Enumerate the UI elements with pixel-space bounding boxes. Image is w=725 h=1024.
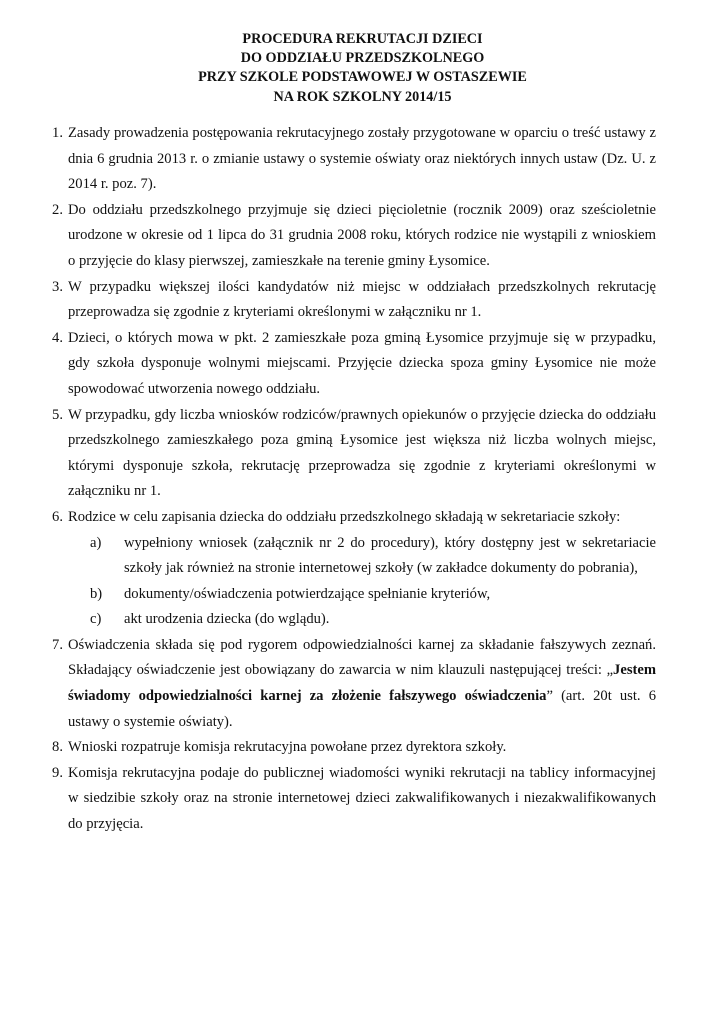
sub-item-label: b) [90, 585, 103, 602]
item-number: 6. [52, 508, 63, 525]
list-item [30, 275, 656, 326]
item-text: W przypadku, gdy liczba wniosków rodziców/prawnych opiekunów o przyjęcie dziecka do oddziału przedszkolnego zamieszkałego poza gminą Łysomice jest większa niż liczba wolnych miejsc, którymi dysponuje szkoła, rekrutację przeprowadza się zgodnie z kryteriami określonymi w załączniku nr 1. [68, 406, 656, 500]
item-number: 4. [52, 329, 63, 346]
item-text: Do oddziału przedszkolnego przyjmuje się dzieci pięcioletnie (rocznik 2009) oraz sześcioletnie urodzone w okresie od 1 lipca do 31 grudnia 2008 roku, których rodzice nie wystąpili z wnioskiem o przyjęcie do klasy pierwszej, zamieszkałe na terenie gminy Łysomice. [68, 201, 656, 269]
item-text-before: Oświadczenia składa się pod rygorem odpowiedzialności karnej za składanie fałszywych zeznań. Składający oświadczenie jest obowiązany do zawarcia w nim klauzuli następującej treści: „ [68, 636, 656, 679]
item-text: Wnioski rozpatruje komisja rekrutacyjna powołane przez dyrektora szkoły. [68, 739, 507, 756]
list-item [30, 633, 656, 735]
list-item [30, 326, 656, 403]
sub-item-label: c) [90, 611, 102, 628]
list-item [30, 121, 656, 198]
list-item [30, 735, 656, 761]
item-number: 3. [52, 278, 63, 295]
procedure-list [30, 121, 656, 838]
title-line: NA ROK SZKOLNY 2014/15 [273, 88, 452, 105]
title-line: PRZY SZKOLE PODSTAWOWEJ W OSTASZEWIE [198, 69, 527, 86]
item-number: 2. [52, 201, 63, 218]
sub-item-text: wypełniony wniosek (załącznik nr 2 do procedury), który dostępny jest w sekretariacie szkoły jak również na stronie internetowej szkoły (w zakładce dokumenty do pobrania), [124, 534, 656, 577]
list-item [30, 403, 656, 505]
sub-item-text: akt urodzenia dziecka (do wglądu). [124, 611, 330, 628]
item-text: Rodzice w celu zapisania dziecka do oddziału przedszkolnego składają w sekretariacie szkoły: [68, 508, 621, 525]
item-text: Komisja rekrutacyjna podaje do publicznej wiadomości wyniki rekrutacji na tablicy informacyjnej w siedzibie szkoły oraz na stronie internetowej dzieci zakwalifikowanych i niezakwalifikowanych do przyjęcia. [68, 764, 656, 833]
sub-item [68, 582, 656, 608]
sub-item [68, 531, 656, 582]
item-number: 9. [52, 764, 63, 781]
item-number: 5. [52, 406, 63, 423]
item-text: Zasady prowadzenia postępowania rekrutacyjnego zostały przygotowane w oparciu o treść ustawy z dnia 6 grudnia 2013 r. o zmianie ustawy o systemie oświaty oraz niektórych innych ustaw (Dz. U. z 2014 r. poz. 7). [68, 125, 656, 193]
item-text: Dzieci, o których mowa w pkt. 2 zamieszkałe poza gminą Łysomice przyjmuje się w przypadku, gdy szkoła dysponuje wolnymi miejscami. Przyjęcie dziecka spoza gminy Łysomice nie może spowodować utworzenia nowego oddziału. [68, 329, 656, 397]
list-item [30, 761, 656, 838]
title-line: DO ODDZIAŁU PRZEDSZKOLNEGO [240, 50, 485, 67]
item-text: W przypadku większej ilości kandydatów niż miejsc w oddziałach przedszkolnych rekrutację przeprowadza się zgodnie z kryteriami określonymi w załączniku nr 1. [68, 278, 656, 321]
sub-item [68, 607, 656, 633]
title-line: PROCEDURA REKRUTACJI DZIECI [242, 31, 483, 47]
document-title [0, 30, 725, 107]
sub-item-text: dokumenty/oświadczenia potwierdzające spełnianie kryteriów, [124, 585, 491, 602]
item-text [68, 633, 656, 735]
item-text-after: ” (art. 20t ust. 6 ustawy o systemie oświaty). [68, 688, 656, 730]
declaration-clause: Jestem świadomy odpowiedzialności karnej za złożenie fałszywego oświadczenia [68, 662, 656, 705]
item-number: 7. [52, 636, 63, 653]
item-number: 8. [52, 739, 63, 756]
item-number: 1. [52, 125, 63, 141]
list-item [30, 505, 656, 633]
sub-item-label: a) [90, 534, 102, 551]
list-item [30, 198, 656, 275]
